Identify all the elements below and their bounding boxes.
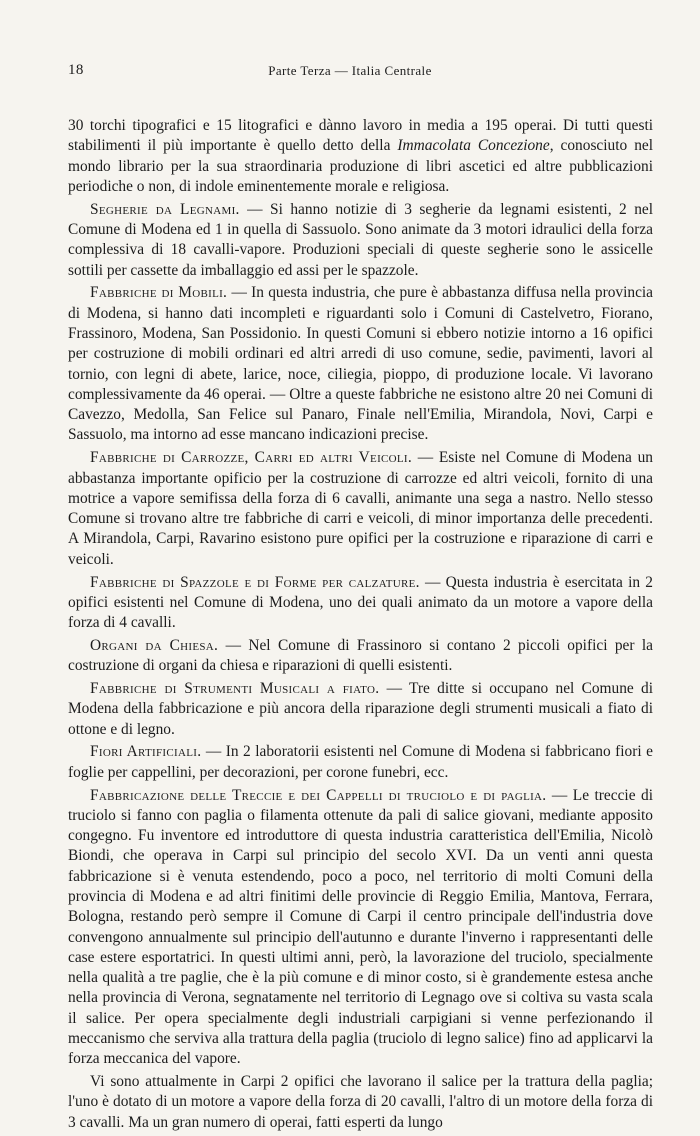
paragraph-text: — Le treccie di truciolo si fanno con paglia o filamenta ottenute da pali di salice giovani, mediante apposito congegno. Fu inventore ed introduttore di questa industria caratteristica dell'Emilia, Nicolò Biondi, che operava in Carpi sul principio del secolo XVI. Da un venti anni questa fabbricazione si è venuta estendendo, poco a poco, nel territorio di molti Comuni della provincia di Modena e ad altri finitimi delle provincie di Reggio Emilia, Mantova, Ferrara, Bologna, restando però sempre il Comune di Carpi il centro principale dell'industria dove convengono annualmente sul principio dell'autunno e durante l'inverno i rappresentanti delle case estere esportatrici. In questi ultimi anni, però, la lavorazione del truciolo, specialmente nella qualità a tre paglie, che è la più comune e di minor costo, si è grandemente estesa anche nella provincia di Verona, segnatamente nel territorio di Legnago ove si coltiva su vasta scala il salice. Per opera specialmente degli industriali carpigiani si venne perfezionando il meccanismo che serviva alla trattura della paglia (truciolo di legno salice) fino ad applicarvi la forza meccanica del vapore. — [68, 786, 653, 1068]
body-text — [68, 116, 653, 1136]
section-heading: Fabbriche di Carrozze, Carri ed altri Veicoli. — [90, 449, 413, 467]
paragraph — [68, 200, 653, 281]
paragraph-text: — Questa industria è esercitata in 2 opifici esistenti nel Comune di Modena, uno dei quali animato da un motore a vapore della forza di 4 cavalli. — [68, 573, 653, 632]
paragraph-text: — Tre ditte si occupano nel Comune di Modena della fabbricazione e più ancora della riparazione degli strumenti musicali a fiato di ottone e di legno. — [68, 680, 653, 738]
section-heading: Fabbricazione delle Treccie e dei Cappelli di truciolo e di paglia. — [90, 786, 547, 804]
paragraph-text: — In 2 laboratorii esistenti nel Comune di Modena si fabbricano fiori e foglie per cappellini, per decorazioni, per corone funebri, ecc. — [68, 743, 653, 781]
section-heading: Organi da Chiesa. — [90, 636, 219, 654]
paragraph — [68, 116, 653, 197]
paragraph — [68, 636, 653, 677]
section-heading: Fiori Artificiali. — [90, 743, 202, 761]
section-heading: Segherie da Legnami. — [90, 200, 240, 218]
page-number: 18 — [68, 62, 84, 78]
paragraph-text: — Esiste nel Comune di Modena un abbastanza importante opificio per la costruzione di carrozze ed altri veicoli, fornito di una motrice a vapore semifissa della forza di 6 cavalli, animante una sega a nastro. Nello stesso Comune si trovano altre tre fabbriche di carri e veicoli, di minor importanza delle precedenti. A Mirandola, Carpi, Ravarino esistono pure opifici per la costruzione e riparazione di carri e veicoli. — [68, 449, 653, 568]
section-heading: Fabbriche di Mobili. — [90, 284, 228, 302]
section-heading: Fabbriche di Spazzole e di Forme per calzature. — [90, 573, 420, 591]
running-head — [68, 62, 632, 82]
paragraph — [68, 283, 653, 445]
paragraph — [68, 448, 653, 570]
paragraph — [68, 573, 653, 634]
paragraph — [68, 1072, 653, 1133]
paragraph-text: — Si hanno notizie di 3 segherie da legnami esistenti, 2 nel Comune di Modena ed 1 in quella di Sassuolo. Sono animate da 3 motori idraulici della forza complessiva di 18 cavalli-vapore. Produzioni speciali di queste segherie sono le assicelle sottili per cassette da imballaggio ed assi per le spazzole. — [68, 200, 653, 279]
paragraph-text: Vi sono attualmente in Carpi 2 opifici che lavorano il salice per la trattura della paglia; l'uno è dotato di un motore a vapore della forza di 20 cavalli, l'altro di un motore della forza di 3 cavalli. Ma un gran numero di operai, fatti esperti da lungo — [68, 1073, 653, 1131]
paragraph-text: — In questa industria, che pure è abbastanza diffusa nella provincia di Modena, si hanno dati incompleti e riguardanti solo i Comuni di Castelvetro, Fiorano, Frassinoro, Modena, San Possidonio. In questi Comuni si ebbero notizie intorno a 16 opifici per costruzione di mobili ordinari ed altri arredi di uso comune, sedie, pavimenti, lavori al tornio, con legni di abete, larice, noce, ciliegia, pioppo, di produzione locale. Vi lavorano complessivamente da 46 operai. — Oltre a queste fabbriche ne esistono altre 20 nei Comuni di Cavezzo, Medolla, San Felice sul Panaro, Finale nell'Emilia, Mirandola, Novi, Carpi e Sassuolo, ma intorno ad esse mancano indicazioni precise. — [68, 284, 654, 444]
paragraph-text: — Nel Comune di Frassinoro si contano 2 piccoli opifici per la costruzione di organi da chiesa e riparazioni di quelli esistenti. — [68, 636, 653, 675]
running-title: Parte Terza — Italia Centrale — [268, 63, 432, 78]
italic-text: Immacolata Concezione — [397, 137, 550, 155]
paragraph-text: , conosciuto nel mondo librario per la sua straordinaria produzione di libri ascetici ed altre pubblicazioni periodiche o non, di indole eminentemente morale e religiosa. — [68, 137, 653, 195]
paragraph — [68, 742, 653, 783]
paragraph — [68, 786, 653, 1070]
paragraph-text: 30 torchi tipografici e 15 litografici e dànno lavoro in media a 195 operai. Di tutti questi stabilimenti il più importante è quello detto della — [68, 117, 653, 155]
section-heading: Fabbriche di Strumenti Musicali a fiato. — [90, 680, 380, 698]
paragraph — [68, 679, 653, 740]
